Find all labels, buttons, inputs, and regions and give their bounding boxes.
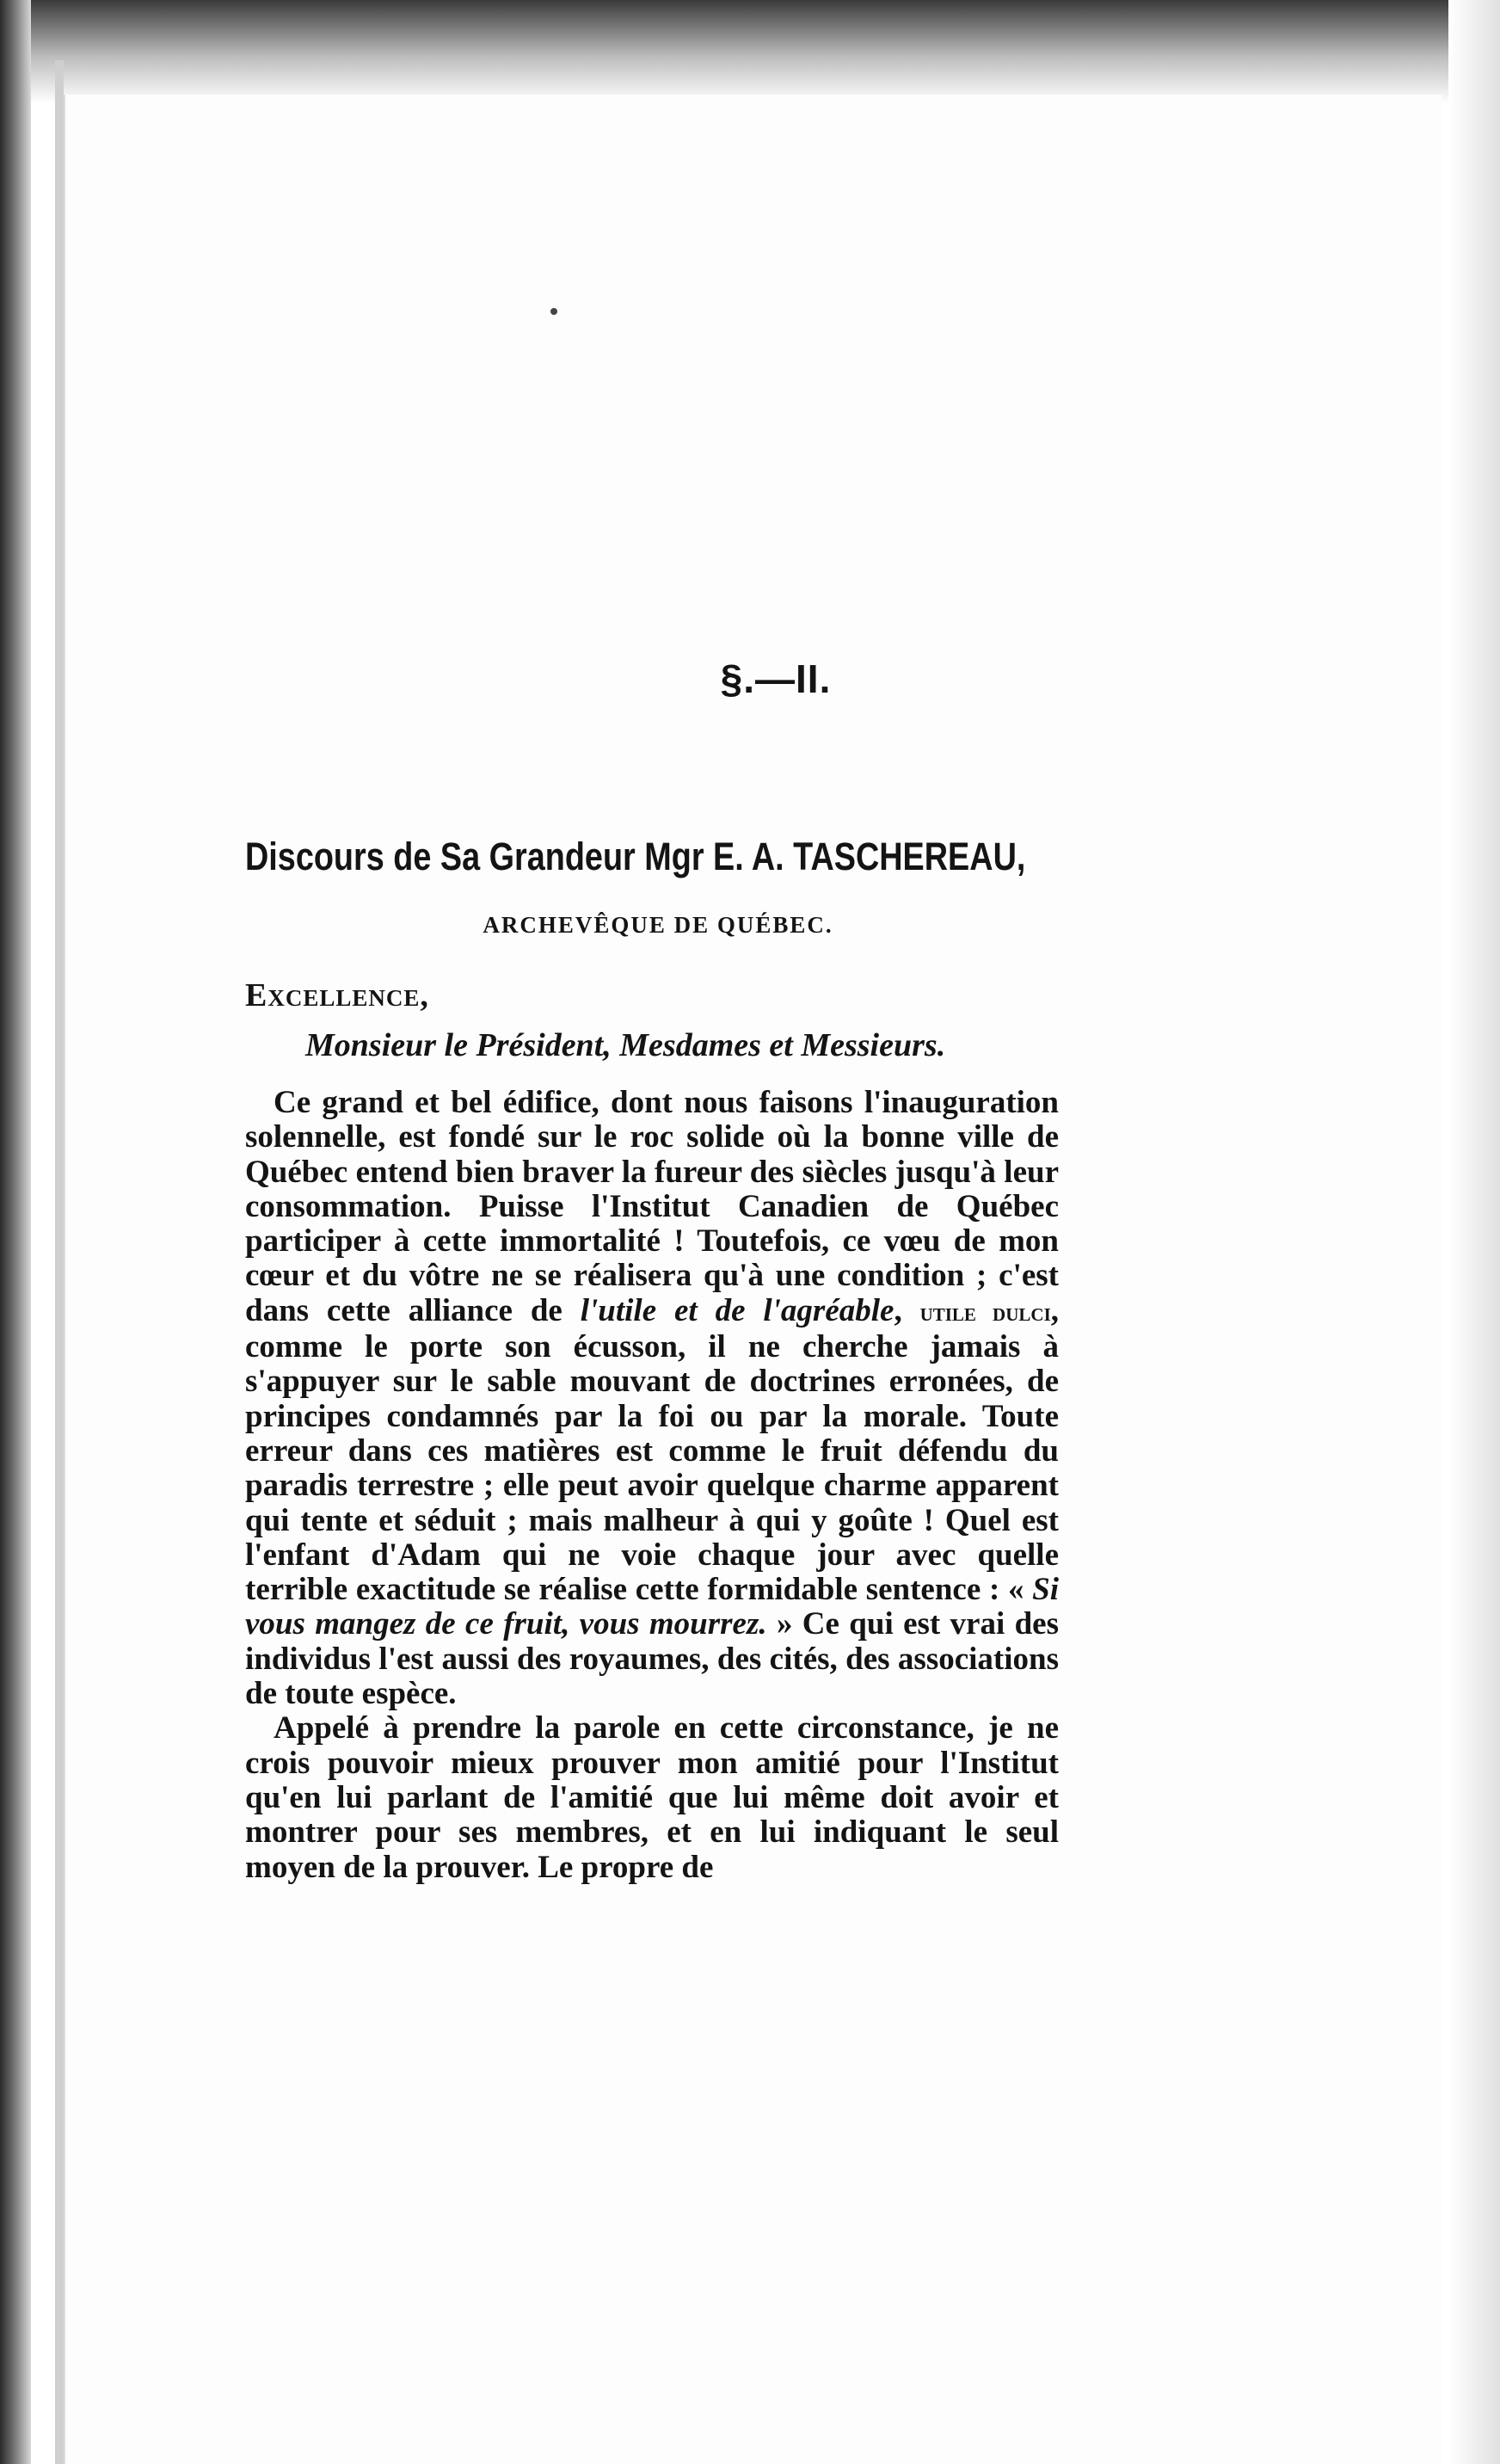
page-gutter [55,60,64,2464]
p1-text-g: » Ce qui est vrai des individus l'est aussi des royaumes, des cités, des associations de toute espèce. [245,1606,1059,1712]
p1-text-e: , comme le porte son écusson, il ne cherche jamais à s'appuyer sur le sable mouvant de doctrines erronées, de principes condamnés par la foi ou par la morale. Toute erreur dans ces matières est comme le fruit défendu du paradis terrestre ; elle peut avoir quelque charme apparent qui tente et séduit ; mais malheur à qui y goûte ! Quel est l'enfant d'Adam qui ne voie chaque jour avec quelle terrible exactitude se réalise cette formidable sentence : « [245,1292,1059,1608]
speech-body [245,1086,1059,1885]
section-heading: §.—II. [720,656,832,701]
p1-text-c: , [894,1292,920,1328]
address-line: Monsieur le Président, Mesdames et Messieurs. [305,1027,946,1063]
speech-subtitle: ARCHEVÊQUE DE QUÉBEC. [483,912,833,938]
book-binding-edge [0,0,31,2464]
p1-text-a: Ce grand et bel édifice, dont nous faisons l'inauguration solennelle, est fondé sur le roc solide où la bonne ville de Québec entend bien braver la fureur des siècles jusqu'à leur consommation. Puisse l'Institut Canadien de Québec participer à cette immortalité ! Toutefois, ce vœu de mon cœur et du vôtre ne se réalisera qu'à une condition ; c'est dans cette alliance de [245,1085,1059,1328]
speech-title: Discours de Sa Grandeur Mgr E. A. TASCHEREAU, [245,835,1026,878]
page-top-shadow [31,0,1500,103]
page-right-edge [1448,0,1500,2464]
paragraph-2: Appelé à prendre la parole en cette circonstance, je ne crois pouvoir mieux prouver mon amitié pour l'Institut qu'en lui parlant de l'amitié que lui même doit avoir et montrer pour ses membres, et en lui indiquant le seul moyen de la prouver. Le propre de [245,1710,1059,1885]
salutation: Excellence, [245,977,429,1013]
p1-motto: utile dulci [919,1297,1051,1327]
p1-italic-quote: Si vous mangez de ce fruit, vous mourrez. [245,1572,1059,1642]
ink-speck [550,308,557,315]
paragraph-1 [245,1086,1059,1711]
p1-italic-phrase: l'utile et de l'agréable [580,1292,894,1328]
